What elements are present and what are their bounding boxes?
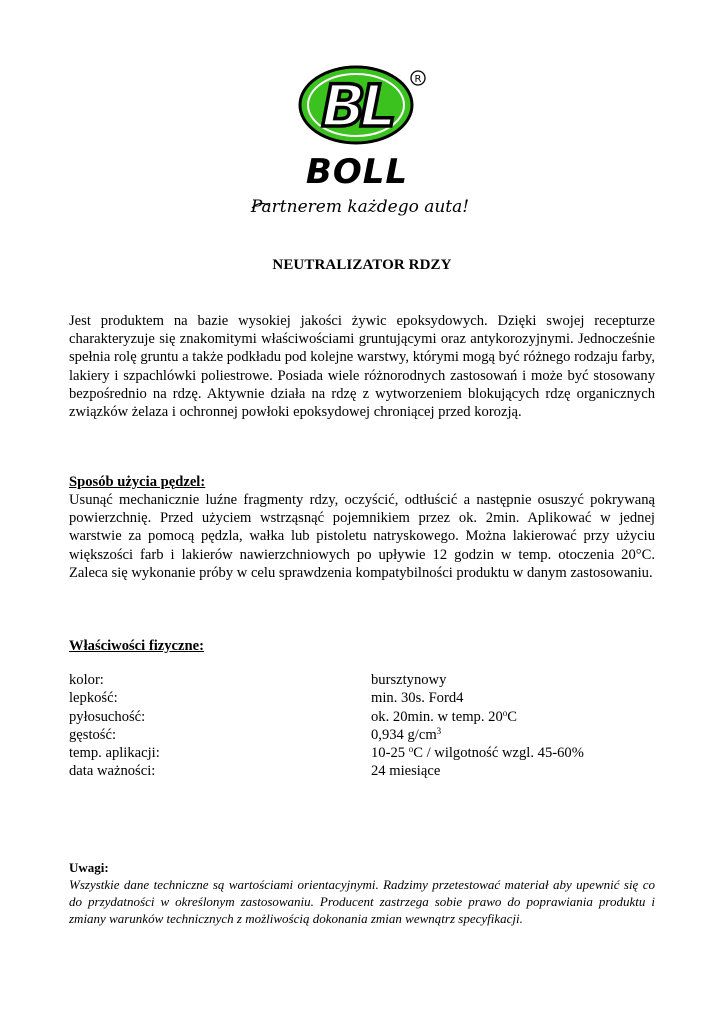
notes-heading: Uwagi: [69,860,109,875]
property-label: temp. aplikacji: [69,745,160,762]
property-label: pyłosuchość: [69,708,146,725]
svg-text:BOLL: BOLL [305,152,409,192]
usage-heading: Sposób użycia pędzel: [69,474,206,490]
svg-text:Partnerem każdego auta!: Partnerem każdego auta! [250,197,470,217]
property-row-application-temp [69,744,669,762]
property-value: ok. 20min. w temp. 20$^o$C [371,707,517,725]
property-value: 24 miesiące [371,763,441,780]
property-row-dust-dry [69,708,669,726]
property-label: data ważności: [69,763,156,780]
properties-heading: Właściwości fizyczne: [69,638,204,654]
notes-paragraph: Wszystkie dane techniczne są wartościami orientacyjnymi. Radzimy przetestować materiał aby upewnić się co do przydatności w określonym zastosowaniu. Producent zastrzega sobie prawo do poprawiania produktu i zmiany warunków technicznych z możliwością dokonania zmian wewnątrz specyfikacji. [69,877,655,926]
usage-paragraph: Usunąć mechanicznie luźne fragmenty rdzy, oczyścić, odtłuścić a następnie osuszyć pokrywaną powierzchnię. Przed użyciem wstrząsnąć pojemnikiem przez ok. 2min. Aplikować w jednej warstwie za pomocą pędzla, wałka lub pistoletu natryskowego. Można lakierować przy użyciu większości farb i lakierów nawierzchniowych po upływie 12 godzin w temp. otoczenia 20°C. Zaleca się wykonanie próby w celu sprawdzenia kompatybilności produktu w danym zastosowaniu. [69,492,655,581]
document-title: NEUTRALIZATOR RDZY [272,257,452,273]
property-label: kolor: [69,672,104,688]
properties-table [69,671,669,781]
intro-paragraph: Jest produktem na bazie wysokiej jakości żywic epoksydowych. Dzięki swojej recepturze charakteryzuje się znakomitymi właściwościami gruntującymi oraz antykorozyjnymi. Jednocześnie spełnia rolę gruntu a także podkładu pod kolejne warstwy, którymi mogą być różnego rodzaju farby, lakiery i szpachlówki poliestrowe. Posiada wiele różnorodnych zastosowań i może być stosowany bezpośrednio na rdzę. Aktywnie działa na rdzę z wytworzeniem blokujących rdzę organicznych związków żelaza i ochronnej powłoki epoksydowej chroniącej przed korozją. [69,313,655,421]
property-value: min. 30s. Ford4 [371,690,464,707]
property-row-viscosity [69,689,669,707]
svg-text:BL: BL [321,72,391,140]
property-row-shelf-life [69,762,669,780]
boll-logo [240,60,480,225]
property-label: lepkość: [69,690,118,707]
property-label: gęstość: [69,726,117,743]
property-row-color [69,671,669,689]
property-value: 10-25 $^o$C / wilgotność wzgl. 45-60% [371,744,584,762]
svg-text:R: R [414,74,422,85]
property-row-density [69,726,669,744]
property-value: 0,934 $g/cm^3$ [371,725,442,743]
property-value: bursztynowy [371,672,447,688]
